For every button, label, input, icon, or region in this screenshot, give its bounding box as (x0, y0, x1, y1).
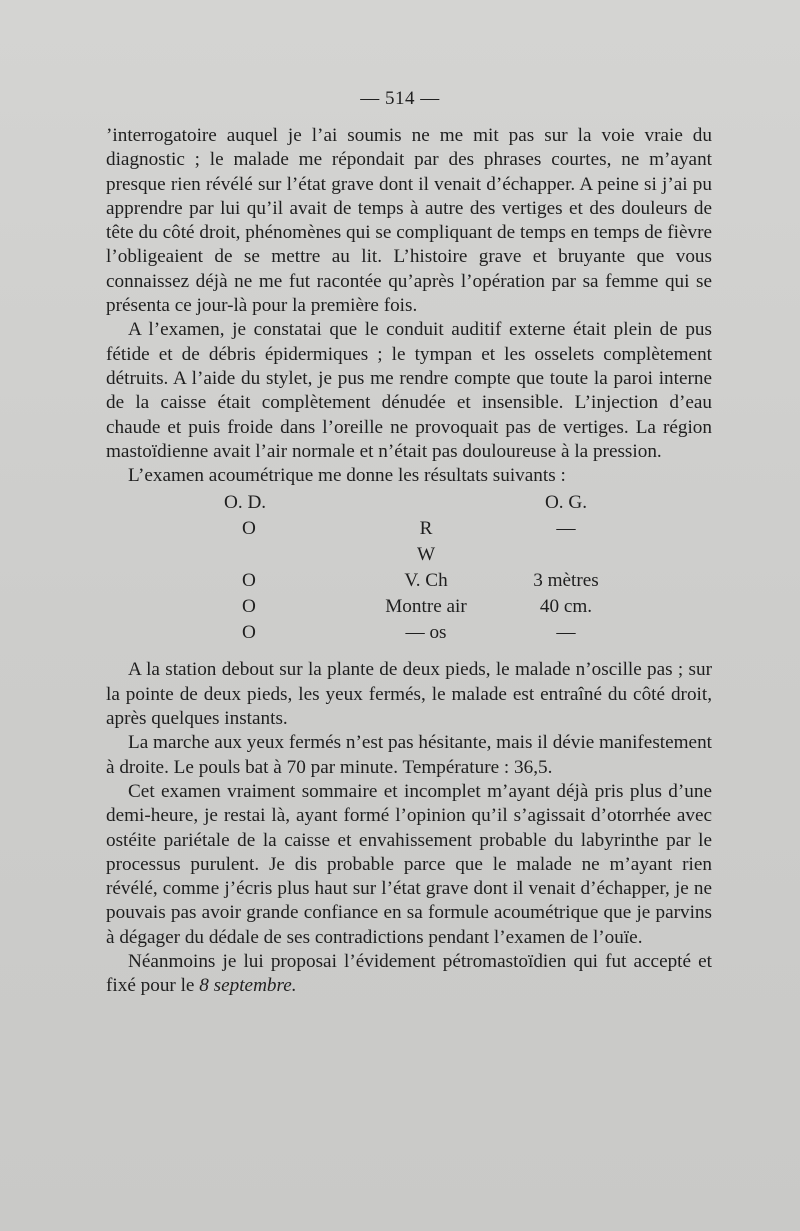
test-os: — os (405, 622, 447, 644)
page-number: — 514 — (360, 88, 440, 109)
od-value-montre-air: O (242, 596, 256, 618)
body-text (106, 124, 712, 999)
test-w: W (416, 544, 436, 566)
og-header: O. G. (544, 492, 588, 514)
paragraph-5: La marche aux yeux fermés n’est pas hésitante, mais il dévie manifestement à droite. Le pouls bat à 70 par minute. Température : 36,5. (106, 732, 712, 778)
paragraph-7 (106, 950, 712, 999)
paragraph-2: A l’examen, je constatai que le conduit auditif externe était plein de pus fétide et de débris épidermiques ; le tympan et les osselets complètement détruits. A l’aide du stylet, je pus me rendre compte que toute la paroi interne de la caisse était complètement dénudée et insensible. L’injection d’eau chaude et puis froide dans l’oreille ne provoquait pas de vertiges. La région mastoïdienne avait l’air normale et n’était pas douloureuse à la pression. (106, 319, 712, 462)
og-column (511, 490, 621, 646)
od-value-r: O (242, 518, 256, 540)
paragraph-3: L’examen acoumétrique me donne les résultats suivants : (128, 465, 566, 487)
og-value-r: — (556, 518, 576, 540)
acoumetry-table (106, 490, 712, 658)
paragraph-7-main: Néanmoins je lui proposai l’évidement pétromastoïdien qui fut accepté et fixé pour le (106, 951, 712, 997)
od-value-w (242, 542, 284, 568)
od-value-vch: O (242, 570, 256, 592)
og-value-os: — (556, 622, 576, 644)
og-value-w (511, 542, 621, 568)
paragraph-1: ’interrogatoire auquel je l’ai soumis ne me mit pas sur la voie vraie du diagnostic ; le malade me répondait par des phrases courtes, ne m’ayant presque rien révélé sur l’état grave dont il venait d’échapper. A peine si j’ai pu apprendre par lui qu’il avait de temps à autre des vertiges et des douleurs de tête du côté droit, phénomènes qui se compliquant de temps en temps de fièvre l’obligeaient de se mettre au lit. L’histoire grave et bruyante que vous connaissez déjà ne me fut racontée qu’après l’opération par sa femme qui se présenta ce jour-là pour la première fois. (106, 125, 712, 317)
test-column (356, 490, 496, 646)
paragraph-7-date: 8 septembre. (199, 975, 297, 997)
paragraph-4: A la station debout sur la plante de deux pieds, le malade n’oscille pas ; sur la pointe de deux pieds, les yeux fermés, le malade est entraîné du côté droit, après quelques instants. (106, 659, 712, 730)
od-value-os: O (242, 622, 256, 644)
od-column (224, 490, 284, 646)
test-vch: V. Ch (404, 570, 448, 592)
od-header: O. D. (224, 492, 267, 514)
test-r: R (419, 518, 433, 540)
test-montre-air: Montre air (385, 596, 467, 618)
og-value-vch: 3 mètres (533, 570, 599, 592)
paragraph-6: Cet examen vraiment sommaire et incomplet m’ayant déjà pris plus d’une demi-heure, je restai là, ayant formé l’opinion qu’il s’agissait d’otorrhée avec ostéite pariétale de la caisse et envahissement probable du labyrinthe par le processus purulent. Je dis probable parce que le malade ne m’ayant rien révélé, comme j’écris plus haut sur l’état grave dont il venait d’échapper, je ne pouvais pas avoir grande confiance en sa formule acoumétrique que je parvins à dégager du dédale de ses contradictions pendant l’examen de l’ouïe. (106, 780, 712, 948)
og-value-montre-air: 40 cm. (539, 596, 593, 618)
